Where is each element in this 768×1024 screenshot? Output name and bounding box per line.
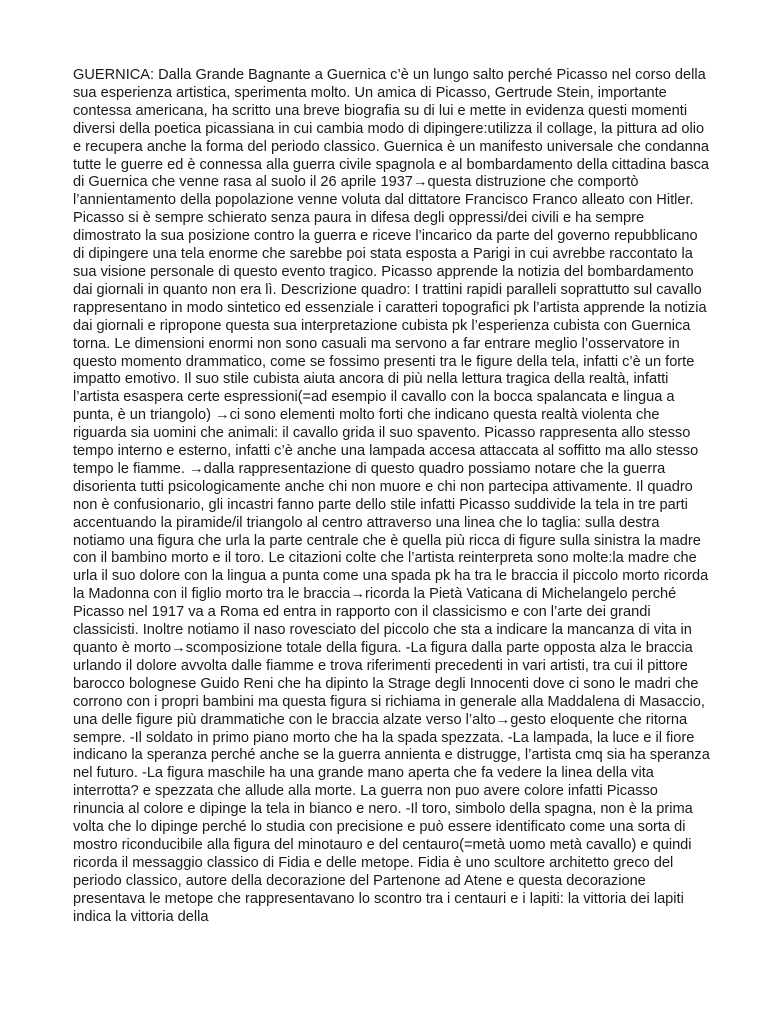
body-paragraph: GUERNICA: Dalla Grande Bagnante a Guernica c’è un lungo salto perché Picasso nel corso della sua esperienza artistica, sperimenta molto. Un amica di Picasso, Gertrude Stein, importante contessa americana, ha scritto una breve biografia su di lui e mette in evidenza questi momenti diversi della poetica picassiana in cui cambia modo di dipingere:utilizza il collage, la pittura ad olio e recupera anche la forma del periodo classico. Guernica è un manifesto universale che condanna tutte le guerre ed è connessa alla guerra civile spagnola e al bombardamento della cittadina basca di Guernica che venne rasa al suolo il 26 aprile 1937→questa distruzione che comportò l’annientamento della popolazione venne voluta dal dittatore Francisco Franco alleato con Hitler. Picasso si è sempre schierato senza paura in difesa degli oppressi/dei civili e ha sempre dimostrato la sua posizione contro la guerra e riceve l’incarico da parte del governo repubblicano di dipingere una tela enorme che sarebbe poi stata esposta a Parigi in cui avrebbe raccontato la sua visione personale di questo evento tragico. Picasso apprende la notizia del bombardamento dai giornali in quanto non era lì. Descrizione quadro: I trattini rapidi paralleli soprattutto sul cavallo rappresentano in modo sintetico ed essenziale i caratteri topografici pk l’artista apprende la notizia dai giornali e ripropone questa sua interpretazione cubista pk l’esperienza cubista con Guernica torna. Le dimensioni enormi non sono casuali ma servono a far entrare meglio l’osservatore in questo momento drammatico, come se fossimo presenti tra le figure della tela, infatti c’è un forte impatto emotivo. Il suo stile cubista aiuta ancora di più nella lettura tragica della realtà, infatti l’artista esaspera certe espressioni(=ad esempio il cavallo con la bocca spalancata e lingua a punta, è un triangolo) →ci sono elementi molto forti che indicano questa realtà violenta che riguarda sia uomini che animali: il cavallo grida il suo spavento. Picasso rappresenta allo stesso tempo interno e esterno, infatti c’è anche una lampada accesa attaccata al soffitto ma allo stesso tempo le fiamme. →dalla rappresentazione di questo quadro possiamo notare che la guerra disorienta tutti psicologicamente anche chi non muore e chi non partecipa attivamente. Il quadro non è confusionario, gli incastri fanno parte dello stile infatti Picasso suddivide la tela in tre parti accentuando la piramide/il triangolo al centro attraverso una linea che lo taglia: sulla destra notiamo una figura che urla la parte centrale che è quella più ricca di figure sulla sinistra la madre con il bambino morto e il toro. Le citazioni colte che l’artista reinterpreta sono molte:la madre che urla il suo dolore con la lingua a punta come una spada pk ha tra le braccia il piccolo morto ricorda la Madonna con il figlio morto tra le braccia→ricorda la Pietà Vaticana di Michelangelo perché Picasso nel 1917 va a Roma ed entra in rapporto con il classicismo e con l’arte dei grandi classicisti. Inoltre notiamo il naso rovesciato del piccolo che sta a indicare la mancanza di vita in quanto è morto→scomposizione totale della figura. -La figura dalla parte opposta alza le braccia urlando il dolore avvolta dalle fiamme e trova riferimenti precedenti in vari artisti, tra cui il pittore barocco bolognese Guido Reni che ha dipinto la Strage degli Innocenti dove ci sono le madri che corrono con i propri bambini ma questa figura si richiama in generale alla Maddalena di Masaccio, una delle figure più drammatiche con le braccia alzate verso l’alto→gesto eloquente che ritorna sempre. -Il soldato in primo piano morto che ha la spada spezzata. -La lampada, la luce e il fiore indicano la speranza perché anche se la guerra annienta e distrugge, l’artista cmq sia ha speranza nel futuro. -La figura maschile ha una grande mano aperta che fa vedere la linea della vita interrotta? e spezzata che allude alla morte. La guerra non puo avere colore infatti Picasso rinuncia al colore e dipinge la tela in bianco e nero. -Il toro, simbolo della spagna, non è la prima volta che lo dipinge perché lo studia con precisione e può essere identificato come una sorta di mostro riconducibile alla figura del minotauro e del centauro(=metà uomo metà cavallo) e quindi ricorda il messaggio classico di Fidia e delle metope. Fidia è uno scultore architetto greco del periodo classico, autore della decorazione del Partenone ad Atene e questa decorazione presentava le metope che rappresentavano lo scontro tra i centauri e i lapiti: la vittoria dei lapiti indica la vittoria della — [73, 67, 710, 925]
